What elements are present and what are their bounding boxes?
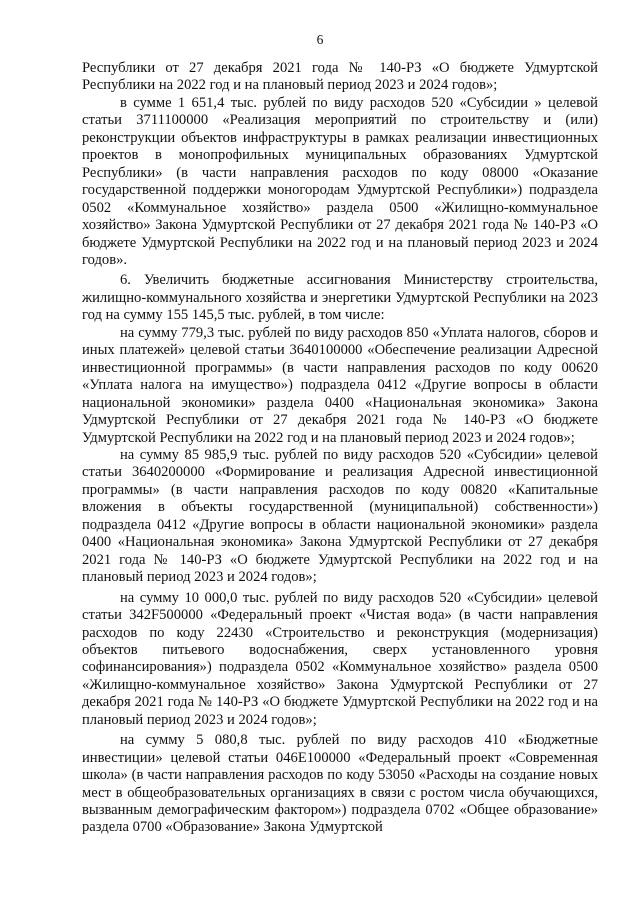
paragraph-sum-5080: на сумму 5 080,8 тыс. рублей по виду расходов 410 «Бюджетные инвестиции» целевой статьи 046Е100000 «Федеральный проект «Современная школа» (в части направления расходов по коду 53050 «Расходы на создание новых мест в общеобразовательных организациях в связи с ростом числа обучающихся, вызванным демографическим фактором») подраздела 0702 «Общее образование» раздела 0700 «Образование» Закона Удмуртской — [82, 732, 598, 836]
paragraph-subsidy-1651: в сумме 1 651,4 тыс. рублей по виду расходов 520 «Субсидии » целевой статьи 3711100000 «Реализация мероприятий по строительству и (или) реконструкции объектов инфраструктуры в рамках реализации инвестиционных проектов в монопрофильных муниципальных образованиях Удмуртской Республики» (в части направления расходов по коду 08000 «Оказание государственной поддержки моногородам Удмуртской Республики») подраздела 0502 «Коммунальное хозяйство» раздела 0500 «Жилищно-коммунальное хозяйство» Закона Удмуртской Республики от 27 декабря 2021 года № 140-РЗ «О бюджете Удмуртской Республики на 2022 год и на плановый период 2023 и 2024 годов». — [82, 94, 598, 268]
paragraph-continuation: Республики от 27 декабря 2021 года № 140-РЗ «О бюджете Удмуртской Республики на 2022 год и на плановый период 2023 и 2024 годов»; — [82, 60, 598, 94]
paragraph-sum-85985: на сумму 85 985,9 тыс. рублей по виду расходов 520 «Субсидии» целевой статьи 3640200000 «Формирование и реализация Адресной инвестиционной программы» (в части направления расходов по коду 00820 «Капитальные вложения в объекты государственной (муниципальной) собственности») подраздела 0412 «Другие вопросы в области национальной экономики» раздела 0400 «Национальная экономика» Закона Удмуртской Республики от 27 декабря 2021 года № 140-РЗ «О бюджете Удмуртской Республики на 2022 год и на плановый период 2023 и 2024 годов»; — [82, 446, 598, 586]
paragraph-item-6: 6. Увеличить бюджетные ассигнования Министерству строительства, жилищно-коммунального хозяйства и энергетики Удмуртской Республики на 2023 год на сумму 155 145,5 тыс. рублей, в том числе: — [82, 272, 598, 324]
document-body — [82, 60, 598, 837]
paragraph-sum-779: на сумму 779,3 тыс. рублей по виду расходов 850 «Уплата налогов, сборов и иных платежей» целевой статьи 3640100000 «Обеспечение реализации Адресной инвестиционной программы» (в части направления расходов по коду 00620 «Уплата налога на имущество») подраздела 0412 «Другие вопросы в области национальной экономики» раздела 0400 «Национальная экономика» Закона Удмуртской Республики от 27 декабря 2021 года № 140-РЗ «О бюджете Удмуртской Республики на 2022 год и на плановый период 2023 и 2024 годов»; — [82, 324, 598, 446]
page-number: 6 — [316, 32, 324, 47]
paragraph-sum-10000: на сумму 10 000,0 тыс. рублей по виду расходов 520 «Субсидии» целевой статьи 342F500000 «Федеральный проект «Чистая вода» (в части направления расходов по коду 22430 «Строительство и реконструкция (модернизация) объектов питьевого водоснабжения, сверх установленного уровня софинансирования») подраздела 0502 «Коммунальное хозяйство» раздела 0500 «Жилищно-коммунальное хозяйство» Закона Удмуртской Республики от 27 декабря 2021 года № 140-РЗ «О бюджете Удмуртской Республики на 2022 год и на плановый период 2023 и 2024 годов»; — [82, 589, 598, 728]
